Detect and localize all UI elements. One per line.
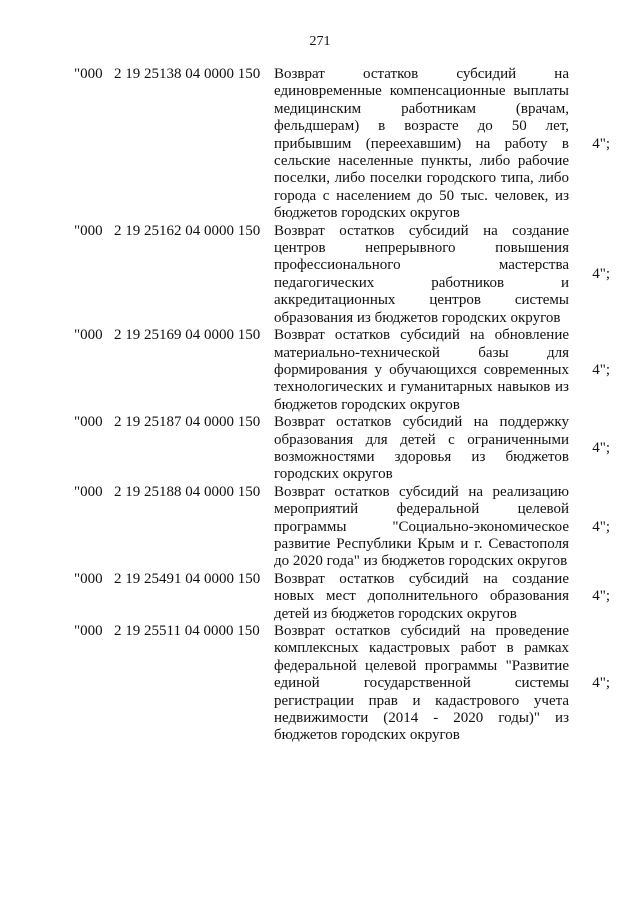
budget-code: 2 19 25491 04 0000 150 (114, 570, 261, 587)
row-suffix: 4"; (592, 135, 610, 152)
row-suffix: 4"; (592, 361, 610, 378)
budget-code: 2 19 25162 04 0000 150 (114, 222, 261, 239)
row-prefix: "000 (74, 570, 103, 587)
budget-code-table (74, 66, 610, 745)
table-row (74, 327, 610, 414)
row-suffix: 4"; (592, 440, 610, 457)
row-suffix: 4"; (592, 518, 610, 535)
table-row (74, 223, 610, 327)
row-description: Возврат остатков субсидий на поддержку образования для детей с ограниченными возможностями здоровья из бюджетов городских округов (274, 414, 569, 483)
row-description: Возврат остатков субсидий на обновление материально-технической базы для формирования у обучающихся современных технологических и гуманитарных навыков из бюджетов городских округов (274, 327, 569, 413)
row-description: Возврат остатков субсидий на создание центров непрерывного повышения профессионального мастерства педагогических работников и аккредитационных центров системы образования из бюджетов городских округов (274, 222, 569, 326)
row-suffix: 4"; (592, 675, 610, 692)
budget-code: 2 19 25187 04 0000 150 (114, 414, 261, 431)
table-row (74, 414, 610, 484)
budget-code: 2 19 25511 04 0000 150 (114, 623, 260, 639)
table-row (74, 66, 610, 223)
row-description: Возврат остатков субсидий на создание новых мест дополнительного образования детей из бюджетов городских округов (274, 570, 569, 622)
row-prefix: "000 (74, 483, 103, 500)
row-description: Возврат остатков субсидий на реализацию мероприятий федеральной целевой программы "Социально-экономическое развитие Республики Крым и г. Севастополя до 2020 года" из бюджетов городских округов (274, 483, 569, 570)
row-description: Возврат остатков субсидий на единовременные компенсационные выплаты медицинским работникам (врачам, фельдшерам) в возрасте до 50 лет, прибывшим (переехавшим) на работу в сельские населенные пункты, либо рабочие поселки, либо поселки городского типа, либо города с населением до 50 тыс. человек, из бюджетов городских округов (274, 66, 569, 222)
table-row (74, 623, 610, 745)
row-prefix: "000 (74, 66, 103, 82)
table-row (74, 484, 610, 571)
page-number: 271 (309, 34, 331, 49)
budget-code: 2 19 25169 04 0000 150 (114, 327, 261, 344)
row-suffix: 4"; (592, 588, 610, 605)
budget-code: 2 19 25138 04 0000 150 (114, 66, 261, 82)
row-description: Возврат остатков субсидий на проведение комплексных кадастровых работ в рамках федеральной целевой программы "Развитие единой государственной системы регистрации прав и кадастрового учета недвижимости (2014 - 2020 годы)" из бюджетов городских округов (274, 623, 569, 744)
row-prefix: "000 (74, 222, 103, 239)
row-prefix: "000 (74, 327, 103, 344)
row-prefix: "000 (74, 414, 103, 431)
budget-code: 2 19 25188 04 0000 150 (114, 483, 261, 500)
row-suffix: 4"; (592, 266, 610, 283)
row-prefix: "000 (74, 623, 103, 639)
table-row (74, 571, 610, 623)
